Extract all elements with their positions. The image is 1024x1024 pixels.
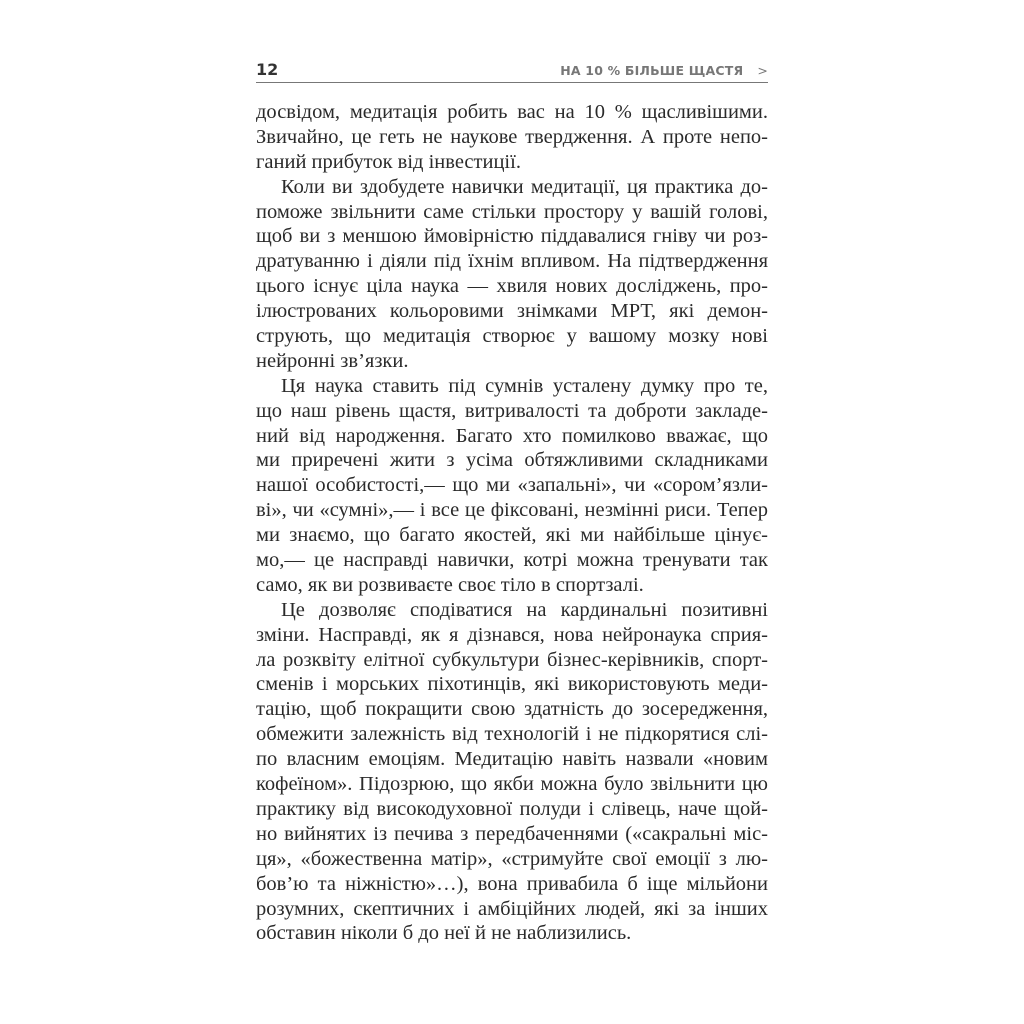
text-line: досвідом, медитація робить вас на 10 % щасливішими. [256,101,768,123]
text-line: ла розквіту елітної субкультури бізнес-керівників, спорт- [256,648,768,671]
text-line: по власним емоціям. Медитацію навіть назвали «новим [256,748,768,771]
text-line: розумних, скептичних і амбіційних людей, які за інших [256,897,768,920]
paragraph [256,175,768,374]
running-title [560,63,768,78]
text-line: ми знаємо, що багато якостей, які ми найбільше цінує- [256,524,768,547]
text-line: кофеїном». Підозрюю, що якби можна було звільнити цю [256,773,768,796]
text-line: ві», чи «сумні»,— і все це фіксовані, незмінні риси. Тепер [256,499,768,522]
paragraph [256,598,768,946]
text-line: ілюстрованих кольоровими знімками МРТ, які демон- [256,300,768,323]
text-line: тацію, щоб покращити свою здатність до зосередження, [256,698,768,721]
text-line: струють, що медитація створює у вашому мозку нові [256,325,768,348]
text-line: зміни. Насправді, як я дізнався, нова нейронаука сприя- [256,623,768,646]
text-line: цього існує ціла наука — хвиля нових досліджень, про- [256,275,768,298]
paragraph [256,100,768,175]
text-line: Звичайно, це геть не наукове твердження. А проте непо- [256,125,768,148]
text-line: поможе звільнити саме стільки простору у вашій голові, [256,200,768,223]
text-line: но вийнятих із печива з передбаченнями («сакральні міс- [256,822,768,845]
text-line: Коли ви здобудете навички медитації, ця практика до- [281,175,768,198]
page-number: 12 [256,60,279,79]
text-line: Це дозволяє сподіватися на кардинальні позитивні [281,598,768,621]
text-line: бов’ю та ніжністю»…), вона привабила б іще мільйони [256,872,768,895]
paragraph [256,374,768,598]
text-line: що наш рівень щастя, витривалості та доброти закладе- [256,399,768,422]
text-line: Ця наука ставить під сумнів усталену думку про те, [281,374,768,397]
running-title-text: НА 10 % БІЛЬШЕ ЩАСТЯ [560,63,744,78]
text-line: само, як ви розвиваєте своє тіло в спортзалі. [256,573,644,596]
text-line: дратуванню і діяли під їхнім впливом. На підтвердження [256,250,768,273]
text-line: нейронні зв’язки. [256,349,409,372]
running-header [256,60,768,83]
chevron-right-icon: > [757,63,768,78]
text-line: практику від високодуховної полуди і слівець, наче щой- [256,797,768,820]
body-text [256,100,768,946]
text-line: мо,— це насправді навички, котрі можна тренувати так [256,549,768,572]
text-line: обставин ніколи б до неї й не наблизились. [256,922,632,945]
text-line: нашої особистості,— що ми «запальні», чи «сором’язли- [256,474,768,497]
text-line: ганий прибуток від інвестиції. [256,150,521,173]
text-line: щоб ви з меншою ймовірністю піддавалися гніву чи роз- [256,225,768,248]
text-line: ця», «божественна матір», «стримуйте свої емоції з лю- [256,847,768,870]
text-line: ми приречені жити з усіма обтяжливими складниками [256,449,768,472]
text-line: сменів і морських піхотинців, які використовують меди- [256,673,768,696]
text-line: обмежити залежність від технологій і не підкорятися слі- [256,723,768,746]
text-line: ний від народження. Багато хто помилково вважає, що [256,424,768,447]
